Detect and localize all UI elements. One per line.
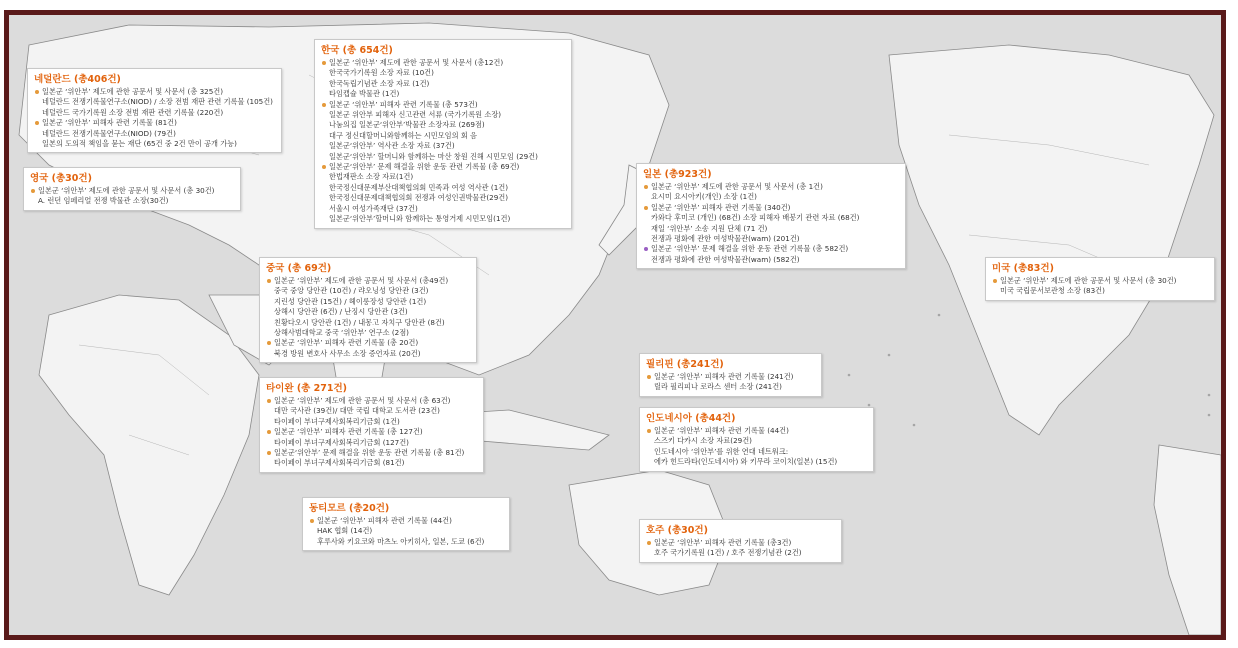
region-title-taiwan: 타이완 (총 271건) [266,383,348,394]
region-box-australia [639,519,842,563]
record-line: 대구 정신대할머니와함께하는 시민모임의 회 음 [329,130,478,140]
record-line: 상해시 당안관 (6건) / 난징시 당안관 (3건) [274,307,408,317]
region-box-indonesia [639,407,874,472]
record-group: 일본군‘위안부’ 문제 해결을 위한 운동 관련 기록물 (총 81건) [266,448,477,458]
record-group: 일본군 ‘위안부’ 피해자 관련 기록물 (44건) [309,516,503,526]
region-box-korea [314,39,572,229]
region-title-netherlands: 네덜란드 (총406건) [34,74,121,85]
record-line: 한국정신대문제부산대책협의회 민족과 여성 역사관 (1건) [329,182,509,192]
region-title-korea: 한국 (총 654건) [321,45,393,56]
region-box-usa [985,257,1215,301]
record-group: 일본군 ‘위안부’ 제도에 관한 공문서 및 사문서 (총 63건) [266,396,477,406]
record-group: 일본군 ‘위안부’ 제도에 관한 공문서 및 사문서 (총49건) [266,276,470,286]
record-line: 일본의 도의적 책임을 묻는 재단 (65건 중 2건 만이 공개 가능) [42,139,237,149]
record-line: 지린성 당안관 (15건) / 헤이룽장성 당안관 (1건) [274,296,427,306]
record-line: 일본군‘위안부’ 할머니와 함께하는 마산 창원 진해 시민모임 (29건) [329,151,538,161]
record-group: 일본군 ‘위안부’ 피해자 관련 기록물 (총3건) [646,538,835,548]
region-title-china: 중국 (총 69건) [266,263,332,274]
region-box-east-timor [302,497,510,551]
africa-landmass [39,295,259,595]
record-line: 네덜란드 국가기록원 소장 전범 재판 관련 기록물 (220건) [42,107,224,117]
region-title-usa: 미국 (총83건) [992,263,1054,274]
record-line: 서울시 여성가족재단 (37건) [329,203,418,213]
record-group: 일본군‘위안부’ 문제 해결을 위한 운동 관련 기록물 (총 69건) [321,162,565,172]
record-line: 호주 국가기록원 (1건) / 호주 전쟁기념관 (2건) [654,548,802,558]
record-line: 한국국가기록원 소장 자료 (10건) [329,68,434,78]
record-group: 일본군 ‘위안부’ 제도에 관한 공문서 및 사문서 (총 30건) [992,276,1208,286]
record-line: 대만 국사관 (39건)/ 대만 국립 대학교 도서관 (23건) [274,406,440,416]
region-title-indonesia: 인도네시아 (총44건) [646,413,736,424]
record-line: 친황다오시 당안관 (1건) / 내몽고 자치구 당안관 (8건) [274,317,445,327]
record-line: 미국 국립문서보관청 소장 (83건) [1000,286,1105,296]
region-title-uk: 영국 (총30건) [30,173,92,184]
record-line: 일본군‘위안부’ 역사관 소장 자료 (37건) [329,141,455,151]
record-line: 타이페이 부녀구제사회복리기금회 (127건) [274,437,409,447]
record-line: 한국독립기념관 소장 자료 (1건) [329,78,430,88]
record-group: 일본군 ‘위안부’ 제도에 관한 공문서 및 사문서 (총 30건) [30,186,234,196]
map-frame [4,10,1226,640]
record-line: 타임캡슐 박물관 (1건) [329,89,400,99]
record-line: 후루사와 키요코와 마츠노 아키히사, 일본, 도쿄 (6건) [317,536,485,546]
record-line: HAK 협회 (14건) [317,526,373,536]
record-group: 일본군 ‘위안부’ 제도에 관한 공문서 및 사문서 (총 1건) [643,182,899,192]
record-line: 네덜란드 전쟁기록물연구소(NIOD) (79건) [42,128,176,138]
record-line: 일본군‘위안부’할머니와 함께하는 통영거제 시민모임(1건) [329,214,511,224]
region-box-uk [23,167,241,211]
record-line: 일본군 위안부 피해자 신고관련 서류 (국가기록원 소장) [329,110,502,120]
region-box-japan [636,163,906,269]
record-group: 일본군 ‘위안부’ 피해자 관련 기록물 (총 573건) [321,100,565,110]
record-line: 나눔의집 일본군‘위안부’박물관 소장자료 (269점) [329,120,485,130]
record-line: 에카 힌드라타(인도네시아) 와 키무라 코이치(일본) (15건) [654,457,838,467]
record-line: 타이페이 부녀구제사회복리기금회 (81건) [274,458,405,468]
record-line: 스즈키 다카시 소장 자료(29건) [654,436,752,446]
record-line: 카와다 후미코 (개인) (68건) 소장 피해자 배봉기 관련 자료 (68건) [651,213,860,223]
record-line: 북경 방원 변호사 사무소 소장 증언자료 (20건) [274,348,421,358]
record-line: 릴라 필리피나 로라스 센터 소장 (241건) [654,382,782,392]
region-title-east-timor: 동티모르 (총20건) [309,503,390,514]
record-group: 일본군 ‘위안부’ 피해자 관련 기록물 (81건) [34,118,275,128]
record-line: 전쟁과 평화에 관한 여성박물관(wam) (201건) [651,234,800,244]
record-line: 한법재판소 소장 자료(1건) [329,172,414,182]
region-box-china [259,257,477,363]
record-line: 재일 ‘위안부’ 소송 지원 단체 (71 건) [651,223,768,233]
record-group: 일본군 ‘위안부’ 피해자 관련 기록물 (241건) [646,372,815,382]
region-box-netherlands [27,68,282,153]
record-line: 한국정신대문제대책협의회 전쟁과 여성인권박물관(29건) [329,193,509,203]
record-group: 일본군 ‘위안부’ 피해자 관련 기록물 (총 20건) [266,338,470,348]
region-title-philippines: 필리핀 (총241건) [646,359,724,370]
region-title-japan: 일본 (총923건) [643,169,712,180]
record-line: 중국 중앙 당안관 (10건) / 랴오닝성 당안관 (3건) [274,286,429,296]
record-line: 전쟁과 평화에 관한 여성박물관(wam) (582건) [651,254,800,264]
record-line: 상해사범대학교 중국 ‘위안부’ 연구소 (2점) [274,328,409,338]
region-box-philippines [639,353,822,397]
region-title-australia: 호주 (총30건) [646,525,708,536]
south-america-landmass [1154,445,1221,635]
record-line: A. 런던 임페리얼 전쟁 박물관 소장(30건) [38,196,169,206]
region-box-taiwan [259,377,484,473]
record-line: 타이페이 부녀구제사회복리기금회 (1건) [274,416,400,426]
record-group: 일본군 ‘위안부’ 제도에 관한 공문서 및 사문서 (총 325건) [34,87,275,97]
north-america-landmass [889,45,1214,435]
record-line: 인도네시아 ‘위안부’를 위한 연대 네트워크: [654,446,789,456]
record-line: 요시미 요시아키(개인) 소장 (1건) [651,192,757,202]
record-group: 일본군 ‘위안부’ 피해자 관련 기록물 (340건) [643,203,899,213]
record-group: 일본군 ‘위안부’ 제도에 관한 공문서 및 사문서 (총12건) [321,58,565,68]
record-line: 네덜란드 전쟁기록물연구소(NIOD) / 소장 전범 재판 관련 기록물 (105건) [42,97,273,107]
record-group: 일본군 ‘위안부’ 피해자 관련 기록물 (총 127건) [266,427,477,437]
record-group: 일본군 ‘위안부’ 문제 해결을 위한 운동 관련 기록물 (총 582건) [643,244,899,254]
record-group: 일본군 ‘위안부’ 피해자 관련 기록물 (44건) [646,426,867,436]
